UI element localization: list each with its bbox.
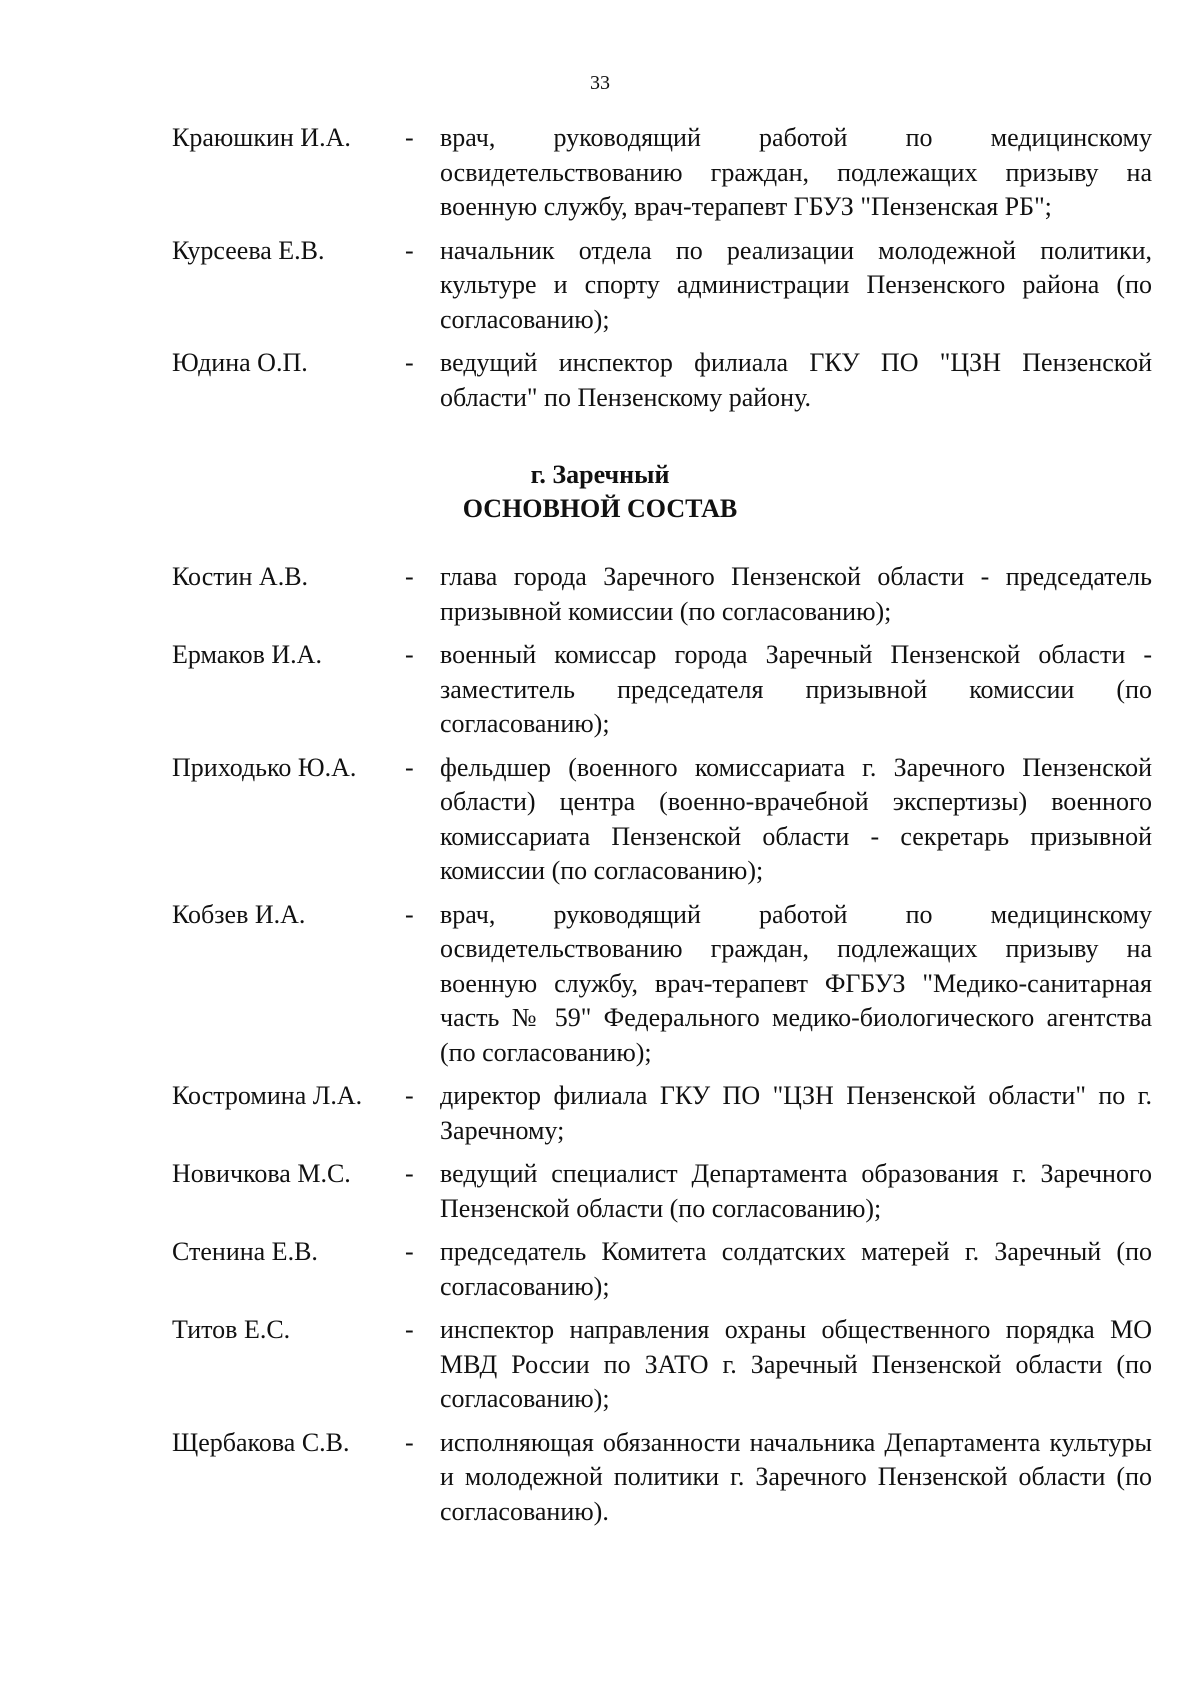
- member-role: ведущий инспектор филиала ГКУ ПО "ЦЗН Пензенской области" по Пензенскому району.: [440, 348, 1152, 412]
- member-name: Новичкова М.С.: [172, 1159, 351, 1188]
- member-role: глава города Заречного Пензенской области - председатель призывной комиссии (по согласованию);: [440, 562, 1152, 626]
- list-item: [172, 121, 1152, 225]
- list-item: [172, 1426, 1152, 1530]
- city-heading: г. Заречный: [530, 460, 670, 489]
- member-role: исполняющая обязанности начальника Департамента культуры и молодежной политики г. Заречного Пензенской области (по согласованию).: [440, 1427, 1152, 1526]
- member-name: Костромина Л.А.: [172, 1081, 363, 1110]
- separator-dash: -: [405, 899, 414, 929]
- member-name: Костин А.В.: [172, 562, 309, 591]
- separator-dash: -: [405, 1315, 414, 1344]
- list-item: [172, 751, 1152, 889]
- page-number: 33: [590, 72, 610, 94]
- member-role: ведущий специалист Департамента образования г. Заречного Пензенской области (по согласованию);: [440, 1159, 1152, 1223]
- member-role: директор филиала ГКУ ПО "ЦЗН Пензенской области" по г. Заречному;: [440, 1081, 1152, 1145]
- separator-dash: -: [405, 1237, 414, 1266]
- separator-dash: -: [405, 1159, 414, 1188]
- member-role: военный комиссар города Заречный Пензенской области - заместитель председателя призывной комиссии (по согласованию);: [440, 640, 1152, 738]
- list-item: [172, 1313, 1152, 1417]
- list-item: [172, 234, 1152, 338]
- member-name: Титов Е.С.: [172, 1315, 291, 1344]
- separator-dash: -: [405, 562, 414, 591]
- member-name: Приходько Ю.А.: [172, 752, 357, 782]
- commission-list-continued: [172, 121, 1152, 415]
- separator-dash: -: [405, 348, 414, 377]
- separator-dash: -: [405, 235, 414, 265]
- list-item: [172, 638, 1152, 742]
- list-item: [172, 1079, 1152, 1148]
- list-item: [172, 1157, 1152, 1226]
- member-role: председатель Комитета солдатских матерей г. Заречный (по согласованию);: [440, 1237, 1152, 1301]
- member-name: Щербакова С.В.: [172, 1427, 350, 1457]
- composition-heading: ОСНОВНОЙ СОСТАВ: [462, 494, 738, 523]
- member-role: врач, руководящий работой по медицинскому освидетельствованию граждан, подлежащих призыву на военную службу, врач-терапевт ФГБУЗ "Медико-санитарная часть № 59" Федерального медико-биологического агентства (по согласованию);: [440, 899, 1152, 1067]
- separator-dash: -: [405, 123, 414, 152]
- member-name: Кобзев И.А.: [172, 899, 306, 929]
- list-item: [172, 898, 1152, 1071]
- member-role: инспектор направления охраны общественного порядка МО МВД России по ЗАТО г. Заречный Пензенской области (по согласованию);: [440, 1315, 1152, 1413]
- member-name: Краюшкин И.А.: [172, 123, 351, 152]
- member-name: Юдина О.П.: [172, 348, 308, 377]
- member-name: Стенина Е.В.: [172, 1237, 318, 1266]
- member-name: Курсеева Е.В.: [172, 235, 325, 265]
- member-role: фельдшер (военного комиссариата г. Заречного Пензенской области) центра (военно-врачебной экспертизы) военного комиссариата Пензенской области - секретарь призывной комиссии (по согласованию);: [440, 752, 1152, 885]
- separator-dash: -: [405, 1081, 414, 1110]
- commission-list-zarechny: [172, 560, 1152, 1529]
- separator-dash: -: [405, 1427, 414, 1457]
- separator-dash: -: [405, 752, 414, 782]
- member-name: Ермаков И.А.: [172, 640, 322, 669]
- list-item: [172, 1235, 1152, 1304]
- member-role: начальник отдела по реализации молодежной политики, культуре и спорту администрации Пензенского района (по согласованию);: [440, 235, 1152, 334]
- separator-dash: -: [405, 640, 414, 669]
- list-item: [172, 560, 1152, 629]
- member-role: врач, руководящий работой по медицинскому освидетельствованию граждан, подлежащих призыву на военную службу, врач-терапевт ГБУЗ "Пензенская РБ";: [440, 123, 1152, 221]
- list-item: [172, 346, 1152, 415]
